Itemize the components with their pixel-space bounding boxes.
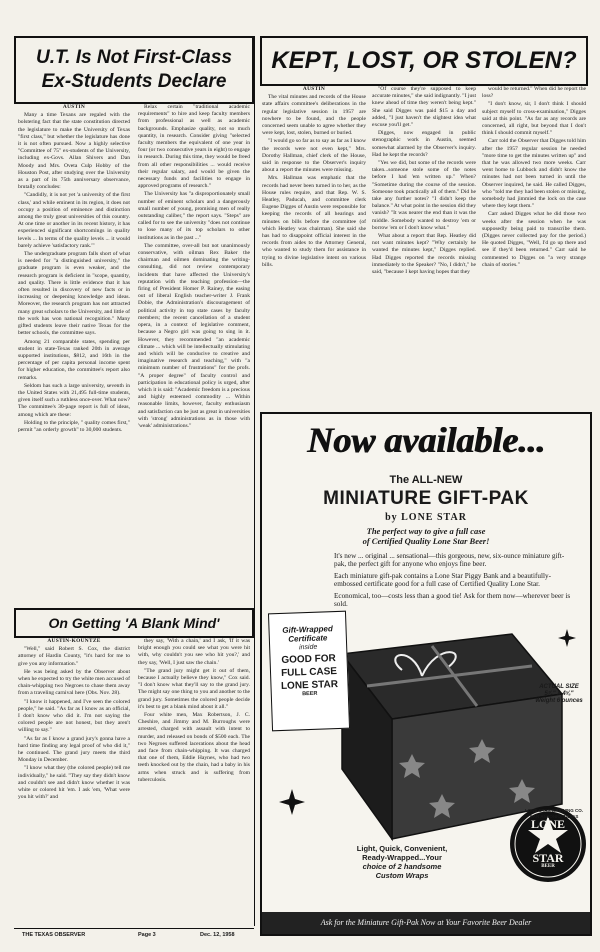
bottom-copy-line: Light, Quick, Convenient, [356, 844, 448, 853]
story3-paragraph: "I know what they (the colored people) tell me individually," he said. "They say they didn't know and couldn't see and didn't know whether it was white or colored hit 'em. I ask 'em, 'What were you hit with?' and [18, 765, 130, 801]
story3-paragraph: "I know it happened, and I've seen the colored people," he said. "As far as I know as an official, I don't know who did it. I'm not saying the colored people are not honest, but they aren't willing to say." [18, 698, 130, 734]
ad-bottom-copy [322, 844, 482, 880]
ad-the-all-new: The ALL-NEW [389, 474, 463, 486]
story1-headline-box [14, 36, 254, 104]
story1-column-2 [138, 104, 250, 604]
story1-paragraph: Holding to the principle, " quality comes first," permit "an orderly growth" to 30,000 students. [18, 419, 130, 433]
footer-rule [14, 928, 254, 929]
tag-line: FULL CASE [280, 666, 338, 679]
story2-dateline: AUSTIN [302, 86, 326, 92]
ad-by-brand: by LONE STAR [385, 512, 467, 523]
ad-tagline [262, 526, 590, 546]
story3-paragraph: they say, 'With a chain,' and I ask, 'If it was bright enough you could see what you were hit with, why couldn't you see who hit you?,' and they say, 'Well, I just saw the chain.' [138, 638, 250, 666]
story2-paragraph: "Yes we did, but some of the records were taken...someone stole some of the notes before I had 'em written up." When? "Sometime during the course of the session. Someone took practically all of them." Did he take any further notes? "I didn't keep the balance." At what point in the session did they vanish? "It was nearer the end than it was the middle. Somebody wanted to destroy 'em or borrow 'em or I don't know what." [372, 160, 476, 231]
footer-date: Dec. 12, 1958 [200, 932, 235, 938]
ad-now-available: Now available... [307, 420, 545, 460]
brewing-line: SAN ANTONIO, TEXAS [529, 813, 579, 819]
tag-line: Gift-Wrapped [282, 624, 333, 635]
story1-paragraph: Seldom has such a large university, seventh in the United States with 21,495 full-time students, given itself such a ruthless once-over. What now? The committee's 30-page report is full of ideas, among which are these: [18, 382, 130, 418]
story2-column-1 [262, 86, 366, 408]
story3-paragraph: "As far as I know a grand jury's gonna have a hard time finding any legal proof of who did it," he continued. The grand jury meets the third Monday in December. [18, 735, 130, 764]
size-line: 5⅞" x 4⅝" [544, 691, 574, 697]
story1-headline-line2: Ex-Students Declare [41, 71, 227, 92]
story2-column-3 [482, 86, 586, 408]
ad-copy-paragraph: Economical, too—costs less than a good tie! Ask for them now—wherever beer is sold. [334, 591, 571, 609]
ad-body-copy [334, 552, 574, 611]
story2-paragraph: The vital minutes and records of the House state affairs committee's deliberations in the regular legislative session in 1957 are nowhere to be found, and the people concerned seem unable to agree whether they were kept, lost, stolen, burned or buried. [262, 94, 366, 137]
bottom-copy-line: Custom Wraps [375, 871, 429, 880]
story3-paragraph: He was being asked by the Observer about when he expected to try the white men accused of chain-whipping two Negroes to chase them away from a traveling carnival here (Obs. Nov. 28). [18, 668, 130, 697]
story2-headline: KEPT, LOST, OR STOLEN? [271, 47, 577, 74]
page-footer [14, 930, 254, 940]
actual-size-label [534, 684, 584, 705]
story1-dateline: AUSTIN [62, 104, 86, 110]
footer-paper-name: THE TEXAS OBSERVER [22, 932, 86, 938]
story1-headline-line1: U.T. Is Not First-Class [35, 47, 232, 68]
story2-paragraph: would be returned." When did he report the loss? [482, 86, 586, 100]
story2-paragraph: Carr told the Observer that Digges told him after the 1957 regular session he needed "more time to get the minutes written up" and that he was allowed two more weeks. Carr went home to Lubbock and didn't know the minutes had not been turned in until the Observer inquired, he said. He called Digges, who "told me they had been stolen or missing, somebody had jimmied the lock on the case where they kept them." [482, 138, 586, 210]
story2-paragraph: "Of course they're supposed to keep accurate minutes," she said indignantly. "I just knew ahead of time they weren't being kept." She said Digges was paid $15 a day and added, "I just haven't the slightest idea what excuse you'll get." [372, 86, 476, 129]
story1-paragraph: "Candidly, it is not yet 'a university of the first class,' and while eminent in its region, it does not occupy a position of eminence and distinction among the truly great universities of this country. At one time or another in its recent history, it has experienced significant shortcomings in quality levels ... In terms of the quality levels ... it would barely achieve 'satisfactory rank.'" [18, 192, 130, 249]
story3-paragraph: "Well," said Robert S. Cox, the district attorney of Hardin County, "it's hard for me to give you any information." [18, 646, 130, 667]
logo-text [514, 818, 582, 870]
ad-product-name: MINIATURE GIFT-PAK [323, 488, 529, 509]
tag-line: BEER [302, 690, 318, 698]
ad-bottom-banner: Ask for the Miniature Gift-Pak Now at Your Favorite Beer Dealer [262, 912, 590, 934]
story1-paragraph: The committee, over-all but not unanimously conservative, with oilman Rex Baker the chairman and oilmen dominating the writing-consulting, did not review contemporary incidents that have affected the University's reputation with the teaching profession—the firing of President Homer P. Rainey, the easing out of liberal English teacher-writer J. Frank Dobie, the Administration's discouragement of political activity in top state cases by faculty members; the recent cancellation of a student opera, in a context of legislative comment, because a Negro girl was going to sing in it. However, they recommended "an academic climate ... which will be intellectually stimulating and which will be conducive to creative and imaginative research and teaching," with "a minimum number of frustrations" for the profs. "A proper degree" of faculty control and participation in educational policy is urged, after which it is said: "Academic freedom is a precious and highly esteemed commodity ... Within reasonable limits, however, faculty enthusiasm and satisfaction can be just as great in universities with 'strong' administrations as in those with 'weak' administrations." [138, 242, 250, 429]
brewing-line: LONE STAR BREWING CO. [525, 808, 583, 813]
story2-headline-box [260, 36, 588, 86]
story3-column-2 [138, 638, 250, 926]
story3-paragraph: "The grand jury might get it out of them, because I actually believe they know," Cox said. "I don't know what they'll say to the grand jury. The might say one thing to you and another to the grand jury. Sometimes the colored people decide it's best to get a blank mind about it all." [138, 667, 250, 710]
logo-bottom-text: STAR [532, 851, 564, 865]
size-line: ACTUAL SIZE [539, 684, 579, 690]
gift-certificate-tag [268, 611, 350, 732]
bottom-copy-line: Ready-Wrapped...Your [362, 853, 442, 862]
story1-paragraph: Among 21 comparable states, spending per student in state-Texas ranked 20th in average supported institutions, $812, and 16th in the percentage of per capita personal income spent for higher education, the committee's report also remarks. [18, 338, 130, 381]
story2-paragraph: Digges, now engaged in public stenographic work in Austin, seemed somewhat alarmed by the Observer's inquiry. Had he kept the records? [372, 130, 476, 158]
tag-line: GOOD FOR [281, 653, 336, 666]
ad-tagline-1: The perfect way to give a full case [366, 526, 486, 536]
column-divider [254, 36, 255, 926]
size-line: Weight 6 ounces [535, 698, 583, 704]
footer-page-number: Page 3 [138, 932, 156, 938]
ad-copy-paragraph: It's new ... original ... sensational—this gorgeous, new, six-ounce miniature gift-pak, the perfect gift for anyone who enjoys fine beer. [334, 552, 565, 569]
story2-paragraph: Mrs. Hallman was emphatic that the records had never been turned in to her, as the House rules require, and that Rep. W. S. Heatley, Paducah, and committee clerk Eugene Digges of Austin were responsible for keeping the records of all hearings and minutes on bills before the committee (of which Heatley was chairman). She said she has had to disappoint official interest in the records from aides to the Attorney General, who wanted to study them for assistance in trying to divine legislative intent on various bills. [262, 175, 366, 268]
lone-star-advertisement [260, 412, 592, 936]
bottom-copy-line: choice of 2 handsome [362, 862, 442, 871]
story1-paragraph: The undergraduate program falls short of what is needed for "a distinguished university," the graduate program is even weaker, and the research program is deficient in "scope, quantity, and quality. There is little evidence that it has often resulted in discovery of new facts or in increasing or deepening knowledge and ideas. Moreover, the research program has not attracted many great scholars to the University, and little of the work has won national recognition." Many gifted students leave their native Texas for the better schools, the committee says. [18, 251, 130, 337]
story1-paragraph: Relax certain "traditional academic requirements" to hire and keep faculty members from professional as well as academic backgrounds. Emphasize quality, not so much quantity, in research. Consider giving "selected faculty members the equivalent of one year in four (or two consecutive years in eight) to engage in research. During this time, they would be freed from all other responsibilities ... would receive their regular salary, and would be given the necessary funds and facilities to engage in approved programs of research." [138, 104, 250, 190]
story1-column-1 [18, 104, 130, 604]
logo-beer-text: BEER [541, 864, 555, 869]
story1-paragraph: Many a time Texans are regaled with the bolstering fact that the state constitution directed the legislature to make the University of Texas "first class," but whether the legislature has done it is not often pursued. Now a highly selective "Committee of 75" ex-students of the University, including ex-Govs. Allan Shivers and Dan Moody and Mrs. Oveta Culp Hobby of the Houston Post, after studying over the University as a part of its 75th anniversary observance, brutally concludes: [18, 112, 130, 191]
story3-paragraph: Four white men, Max Robertson, J. C. Cheshire, and Jimmy and M. Burroughs were arrested, charged with assault with intent to murder, and released on bonds of $500 each. The two Negroes suffered lacerations about the head and face from chain-whipping. It was charged that one of them, Eddie Haynes, who had two teeth knocked out by the chain, had a baby in his arms when struck and is suffering from tuberculosis. [138, 712, 250, 783]
logo-top-text: LONE [530, 817, 565, 831]
story1-paragraph: The University has "a disproportionately small number of eminent scholars and a dangerously small number of young, promising men of really outstanding caliber," the report says. "Steps" are called for to see the university "does not continue to lose many of its top scholars to other institutions as in the past ..." [138, 191, 250, 241]
tag-line: LONE STAR [280, 678, 339, 692]
tag-line: inside [298, 643, 318, 652]
ad-tagline-2: of Certified Quality Lone Star Beer! [362, 536, 490, 546]
story3-dateline: AUSTIN-KOUNTZE [47, 638, 101, 644]
story2-paragraph: Carr asked Digges what he did those two weeks after the session when he was supposedly being paid to transcribe them. (Digges never collected pay for the period.) He quoted Digges, "Well, I'd go up there and see if they'd been returned." Carr said he commented to Digges on "a very strange chain of stories." [482, 211, 586, 268]
story2-paragraph: What about a report that Rep. Heatley did not want minutes kept? "Why certainly he wanted the minutes kept," Digges replied. Had Digges reported the records missing immediately to the Speaker? "No, I didn't," he said, "because I kept having hopes that they [372, 233, 476, 276]
ad-copy-paragraph: Each miniature gift-pak contains a Lone Star Piggy Bank and a beautifully-embossed certificate good for a full case of Certified Quality Lone Star. [334, 571, 551, 589]
story2-column-2 [372, 86, 476, 408]
newspaper-page [14, 12, 588, 940]
story2-paragraph: "I don't know, sir, I don't think I should subject myself to cross-examination," Digges said at this point. "As far as any records are concerned, all right, but beyond that I don't think I should commit myself." [482, 101, 586, 137]
story3-headline: On Getting 'A Blank Mind' [48, 615, 220, 631]
story2-paragraph: "I would go so far as to say as far as I know the records were not even kept," Mrs. Dorothy Hallman, chief clerk of the House, said in response to the Observer's inquiry about a report the minutes were missing. [262, 138, 366, 174]
tag-line: Certificate [288, 633, 328, 644]
story3-column-1 [18, 638, 130, 926]
story3-headline-box [14, 608, 254, 638]
